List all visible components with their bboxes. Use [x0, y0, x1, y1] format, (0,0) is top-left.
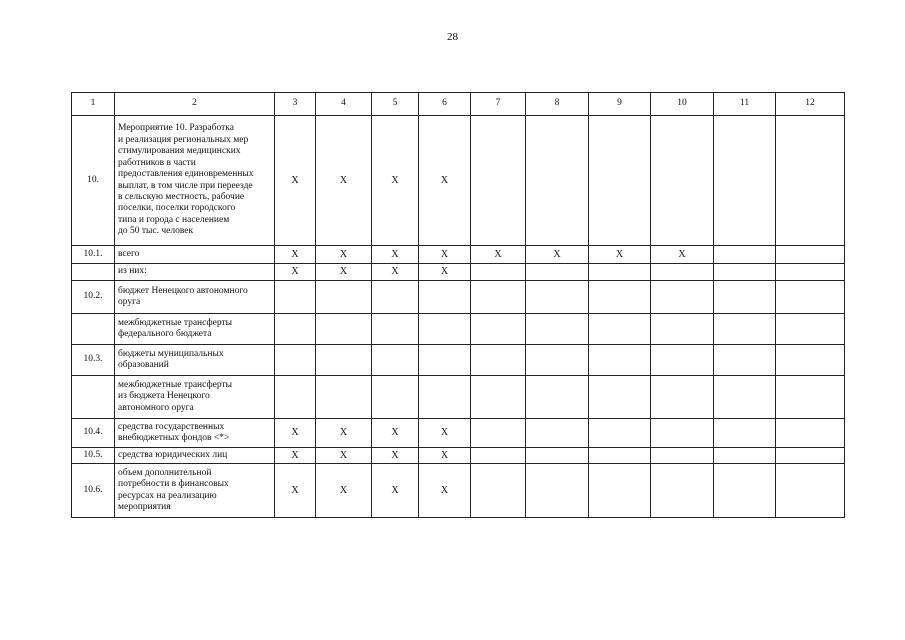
table-cell: X — [589, 246, 651, 264]
table-cell: X — [275, 448, 316, 464]
column-header: 3 — [275, 93, 316, 116]
table-cell — [651, 376, 714, 419]
column-header: 4 — [316, 93, 372, 116]
column-header: 7 — [471, 93, 526, 116]
table-cell — [651, 116, 714, 246]
table-cell — [776, 264, 845, 281]
row-description: Мероприятие 10. Разработка и реализация региональных мер стимулирования медицинских работников в части предоставления единовременных выплат, в том числе при переезде в сельскую местность, рабочие поселки, поселки городского типа и города с населением до 50 тыс. человек — [115, 116, 275, 246]
row-number: 10.3. — [72, 345, 115, 376]
table-cell — [776, 376, 845, 419]
table-cell — [714, 345, 776, 376]
table-cell — [526, 314, 589, 345]
table-cell — [651, 419, 714, 448]
row-description: межбюджетные трансферты из бюджета Ненецкого автономного оруга — [115, 376, 275, 419]
column-header: 2 — [115, 93, 275, 116]
table-cell: X — [372, 419, 419, 448]
table-cell: X — [419, 448, 471, 464]
table-cell — [651, 464, 714, 518]
table-cell — [372, 281, 419, 314]
table-cell: X — [419, 264, 471, 281]
table-cell — [776, 448, 845, 464]
table-cell — [589, 345, 651, 376]
table-cell — [419, 281, 471, 314]
table-cell — [714, 246, 776, 264]
table-cell: X — [372, 464, 419, 518]
row-description: средства государственных внебюджетных фондов <*> — [115, 419, 275, 448]
column-header: 11 — [714, 93, 776, 116]
table-cell — [776, 314, 845, 345]
table-cell — [714, 448, 776, 464]
table-cell: X — [316, 448, 372, 464]
table-cell: X — [419, 464, 471, 518]
table-cell: X — [275, 419, 316, 448]
row-number: 10.1. — [72, 246, 115, 264]
table-cell — [419, 345, 471, 376]
table-cell: X — [372, 448, 419, 464]
table-row — [72, 116, 845, 246]
table-cell — [275, 376, 316, 419]
column-header: 5 — [372, 93, 419, 116]
table-cell: X — [316, 419, 372, 448]
table-cell — [526, 419, 589, 448]
row-description: бюджет Ненецкого автономного оруга — [115, 281, 275, 314]
table-header-row — [72, 93, 845, 116]
row-description: всего — [115, 246, 275, 264]
table-cell — [275, 314, 316, 345]
table-cell — [776, 464, 845, 518]
table-cell — [316, 281, 372, 314]
table-cell — [526, 281, 589, 314]
table-row — [72, 314, 845, 345]
table-cell — [316, 345, 372, 376]
table-row — [72, 419, 845, 448]
table-cell — [589, 314, 651, 345]
table-cell — [714, 419, 776, 448]
table-cell — [471, 464, 526, 518]
table-cell — [714, 116, 776, 246]
table-cell — [275, 345, 316, 376]
row-number: 10.2. — [72, 281, 115, 314]
table-cell — [372, 345, 419, 376]
table-cell: X — [275, 264, 316, 281]
column-header: 6 — [419, 93, 471, 116]
table-cell — [316, 314, 372, 345]
row-number: 10.6. — [72, 464, 115, 518]
table-cell — [651, 448, 714, 464]
table-cell — [589, 281, 651, 314]
table-row — [72, 345, 845, 376]
table-cell — [651, 314, 714, 345]
table-cell: X — [372, 246, 419, 264]
column-header: 10 — [651, 93, 714, 116]
table-cell — [714, 264, 776, 281]
column-header: 8 — [526, 93, 589, 116]
table-cell — [589, 264, 651, 281]
table-cell — [419, 376, 471, 419]
table-cell: X — [651, 246, 714, 264]
table-cell — [651, 281, 714, 314]
table-cell — [776, 419, 845, 448]
table-row — [72, 264, 845, 281]
table-cell — [316, 376, 372, 419]
table-cell: X — [419, 419, 471, 448]
table-cell — [471, 376, 526, 419]
table-cell: X — [316, 264, 372, 281]
table-cell — [471, 345, 526, 376]
table-row — [72, 281, 845, 314]
table-cell — [419, 314, 471, 345]
row-number: 10. — [72, 116, 115, 246]
table-cell: X — [419, 246, 471, 264]
table-cell — [526, 116, 589, 246]
column-header: 9 — [589, 93, 651, 116]
row-description: межбюджетные трансферты федерального бюджета — [115, 314, 275, 345]
table-cell — [776, 281, 845, 314]
table-row — [72, 376, 845, 419]
row-number — [72, 376, 115, 419]
row-number — [72, 264, 115, 281]
table-cell: X — [316, 246, 372, 264]
table-cell: X — [526, 246, 589, 264]
table-cell — [589, 376, 651, 419]
table-cell — [714, 314, 776, 345]
table-cell: X — [471, 246, 526, 264]
page-number: 28 — [447, 31, 458, 43]
table-cell: X — [275, 246, 316, 264]
table-cell — [471, 419, 526, 448]
table-cell — [526, 345, 589, 376]
table-cell — [471, 281, 526, 314]
table-row — [72, 464, 845, 518]
table-cell — [651, 264, 714, 281]
table-cell — [589, 448, 651, 464]
table-cell — [372, 376, 419, 419]
table-cell: X — [419, 116, 471, 246]
row-description: бюджеты муниципальных образований — [115, 345, 275, 376]
table-cell: X — [275, 116, 316, 246]
table-cell: X — [372, 264, 419, 281]
table-cell — [714, 376, 776, 419]
row-number: 10.5. — [72, 448, 115, 464]
row-number — [72, 314, 115, 345]
table-cell — [776, 116, 845, 246]
table-cell — [471, 264, 526, 281]
table-cell — [471, 314, 526, 345]
table-cell — [589, 116, 651, 246]
table-cell — [526, 376, 589, 419]
table-cell — [526, 448, 589, 464]
table-cell — [714, 464, 776, 518]
row-description: средства юридических лиц — [115, 448, 275, 464]
table-cell — [526, 464, 589, 518]
table-cell — [372, 314, 419, 345]
column-header: 12 — [776, 93, 845, 116]
table-cell — [776, 345, 845, 376]
table-row — [72, 448, 845, 464]
table-cell: X — [316, 464, 372, 518]
table-cell — [651, 345, 714, 376]
table-cell — [526, 264, 589, 281]
table-cell — [589, 419, 651, 448]
row-description: из них: — [115, 264, 275, 281]
table-cell — [589, 464, 651, 518]
table-cell — [275, 281, 316, 314]
table-cell: X — [316, 116, 372, 246]
table-cell — [471, 448, 526, 464]
table-cell — [776, 246, 845, 264]
row-number: 10.4. — [72, 419, 115, 448]
row-description: объем дополнительной потребности в финансовых ресурсах на реализацию мероприятия — [115, 464, 275, 518]
table-cell: X — [275, 464, 316, 518]
table-row — [72, 246, 845, 264]
budget-table — [71, 92, 845, 518]
column-header: 1 — [72, 93, 115, 116]
table-cell — [714, 281, 776, 314]
table-cell — [471, 116, 526, 246]
table-cell: X — [372, 116, 419, 246]
